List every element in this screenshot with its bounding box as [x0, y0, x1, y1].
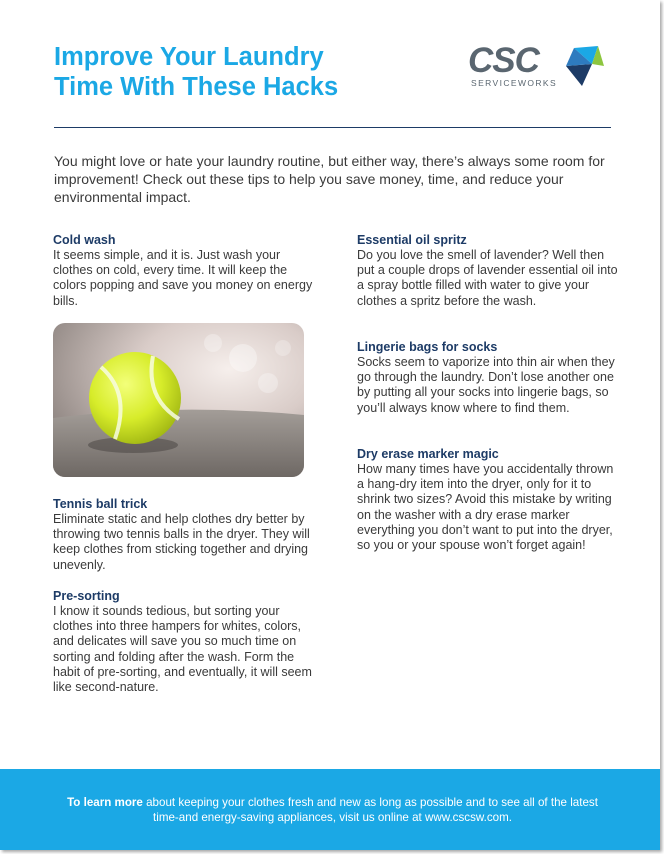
tip-essential-oil-spritz: [357, 233, 619, 309]
tip-dry-erase-marker: [357, 447, 619, 553]
tennis-ball-illustration: [53, 323, 304, 477]
logo-subtext: SERVICEWORKS: [471, 78, 558, 88]
title-line-2: Time With These Hacks: [54, 73, 339, 101]
title-line-1: Improve Your Laundry: [54, 43, 324, 71]
logo-wordmark: CSC: [468, 41, 539, 80]
tip-heading: Cold wash: [53, 233, 116, 247]
footer-banner: [0, 769, 660, 850]
tennis-ball-photo: [53, 323, 304, 477]
tip-heading: Lingerie bags for socks: [357, 340, 498, 354]
footer-lead: To learn more: [67, 796, 143, 809]
csc-triangle-logo-icon: [562, 44, 606, 88]
tip-heading: Dry erase marker magic: [357, 447, 499, 461]
footer-text: [60, 795, 605, 825]
header-divider: [54, 127, 611, 128]
page-title: [54, 42, 434, 102]
tip-body: Socks seem to vaporize into thin air when they go through the laundry. Don’t lose another one by putting all your socks into lingerie bags, so you’ll always know where to find them.: [357, 355, 615, 415]
tip-pre-sorting: [53, 589, 315, 695]
tip-tennis-ball-trick: [53, 497, 315, 573]
tip-heading: Pre-sorting: [53, 589, 120, 603]
tip-body: Do you love the smell of lavender? Well then put a couple drops of lavender essential oil into a spray bottle filled with water to give your clothes a spritz before the wash.: [357, 248, 618, 308]
footer-body: about keeping your clothes fresh and new as long as possible and to see all of the latest time-and energy-saving appliances, visit us online at www.cscsw.com.: [142, 796, 598, 824]
csc-serviceworks-logo: [468, 42, 608, 92]
tip-lingerie-bags: [357, 340, 619, 416]
tip-body: Eliminate static and help clothes dry better by throwing two tennis balls in the dryer. They will keep clothes from sticking together and drying unevenly.: [53, 512, 310, 572]
tip-cold-wash: [53, 233, 315, 309]
tip-heading: Essential oil spritz: [357, 233, 467, 247]
tip-heading: Tennis ball trick: [53, 497, 148, 511]
tip-body: I know it sounds tedious, but sorting your clothes into three hampers for whites, colors, and delicates will save you so much time on sorting and folding after the wash. Form the habit of pre-sorting, and eventually, it will seem like second-nature.: [53, 604, 312, 695]
tip-body: How many times have you accidentally thrown a hang-dry item into the dryer, only for it to shrink two sizes? Avoid this mistake by writing on the washer with a dry erase marker everything you don’t want to put into the dryer, so you or your spouse won’t forget again!: [357, 462, 614, 553]
tip-body: It seems simple, and it is. Just wash your clothes on cold, every time. It will keep the colors popping and save you money on energy bills.: [53, 248, 313, 308]
intro-paragraph: You might love or hate your laundry routine, but either way, there’s always some room for improvement! Check out these tips to help you save money, time, and reduce your environmental impact.: [54, 153, 605, 205]
